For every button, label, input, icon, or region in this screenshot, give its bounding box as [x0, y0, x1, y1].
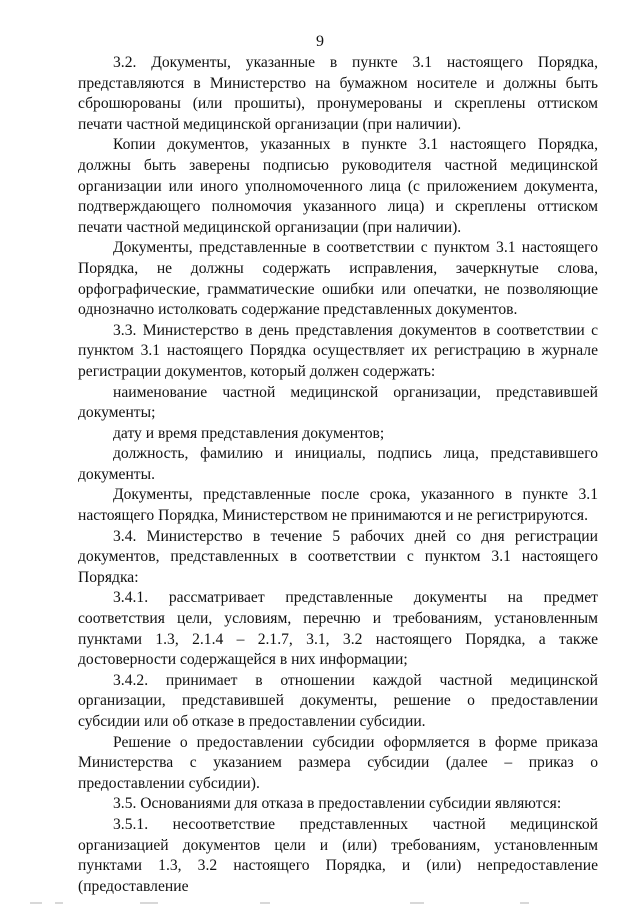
paragraph-3-4: 3.4. Министерство в течение 5 рабочих дней со дня регистрации документов, представленных в соответствии с пунктом 3.1 настоящего Порядка:: [78, 527, 598, 586]
paragraph-3-5-1: 3.5.1. несоответствие представленных частной медицинской организацией документов цели и (или) требованиям, установленным пунктами 1.3, 3.2 настоящего Порядка, и (или) непредоставление (предоставление: [78, 815, 598, 895]
paragraph-3-3: 3.3. Министерство в день представления документов в соответствии с пунктом 3.1 настоящего Порядка осуществляет их регистрацию в журнале регистрации документов, который должен содержать:: [78, 321, 598, 380]
page-number: 9: [316, 33, 324, 50]
paragraph-3-4-2: 3.4.2. принимает в отношении каждой частной медицинской организации, представившей документы, решение о предоставлении субсидии или об отказе в предоставлении субсидии.: [78, 671, 598, 730]
document-body: [78, 53, 598, 897]
paragraph-journal-date: дату и время представления документов;: [113, 424, 385, 442]
paragraph-decision: Решение о предоставлении субсидии оформляется в форме приказа Министерства с указанием размера субсидии (далее – приказ о предоставлении субсидии).: [78, 733, 598, 792]
paragraph-3-5: 3.5. Основаниями для отказа в предоставлении субсидии являются:: [113, 795, 562, 813]
paragraph-journal-person: должность, фамилию и инициалы, подпись лица, представившего документы.: [78, 445, 598, 483]
paragraph-no-corrections: Документы, представленные в соответствии с пунктом 3.1 настоящего Порядка, не должны содержать исправления, зачеркнутые слова, орфографические, грамматические ошибки или опечатки, не позволяющие однозначно истолковать содержание представленных документов.: [78, 239, 598, 319]
paragraph-journal-name: наименование частной медицинской организации, представившей документы;: [78, 383, 598, 422]
paragraph-3-4-1: 3.4.1. рассматривает представленные документы на предмет соответствия цели, условиям, перечню и требованиям, установленным пунктами 1.3, 2.1.4 – 2.1.7, 3.1, 3.2 настоящего Порядка, а также достоверности содержащейся в них информации;: [78, 589, 598, 669]
scan-edge-marks: [0, 899, 640, 905]
paragraph-copies: Копии документов, указанных в пункте 3.1 настоящего Порядка, должны быть заверены подписью руководителя частной медицинской организации или иного уполномоченного лица (с приложением документа, подтверждающего полномочия указанного лица) и скреплены оттиском печати частной медицинской организации (при наличии).: [78, 136, 598, 236]
paragraph-late-documents: Документы, представленные после срока, указанного в пункте 3.1 настоящего Порядка, Министерством не принимаются и не регистрируются.: [78, 486, 598, 525]
paragraph-3-2: 3.2. Документы, указанные в пункте 3.1 настоящего Порядка, представляются в Министерство на бумажном носителе и должны быть сброшюрованы (или прошиты), пронумерованы и скреплены оттиском печати частной медицинской организации (при наличии).: [78, 54, 598, 133]
